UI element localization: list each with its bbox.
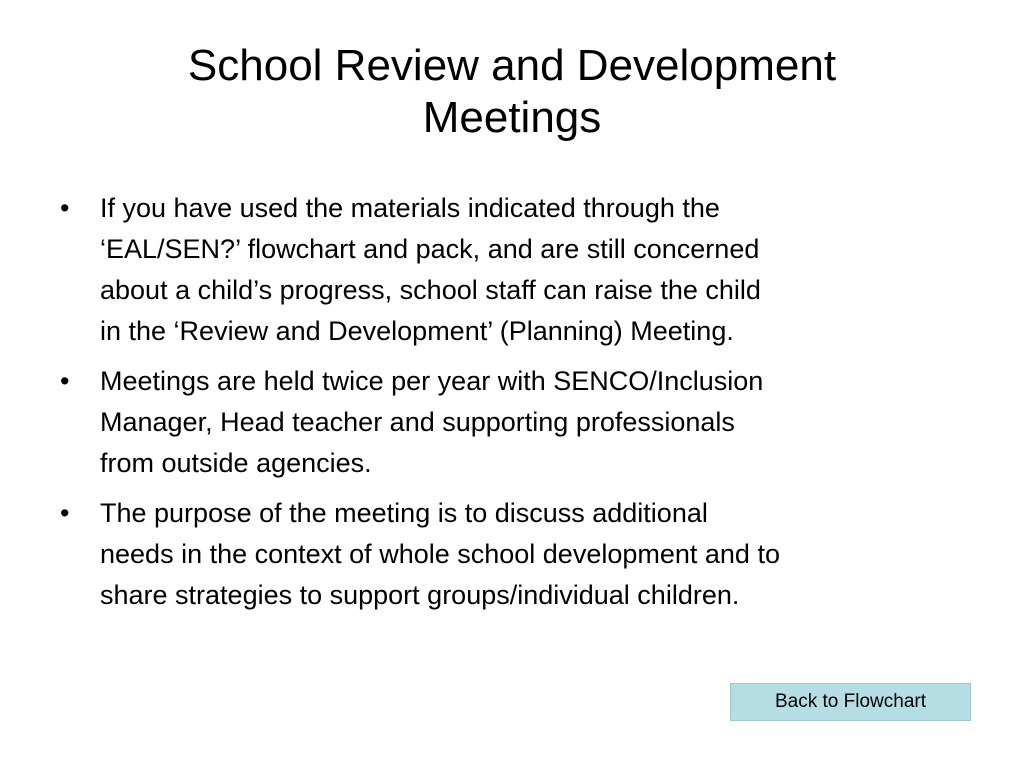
- slide-title-line: Meetings: [422, 93, 602, 142]
- bullet-line: ‘EAL/SEN?’ flowchart and pack, and are still concerned: [100, 234, 760, 264]
- bullet-text: [100, 493, 978, 616]
- bullet-item: [58, 361, 978, 484]
- slide-title-line: School Review and Development: [187, 41, 837, 90]
- bullet-dot: •: [60, 193, 70, 223]
- bullet-line: The purpose of the meeting is to discuss additional: [100, 498, 708, 528]
- bullet-item: [58, 188, 978, 352]
- back-to-flowchart-button[interactable]: Back to Flowchart: [730, 683, 971, 721]
- bullet-line: about a child’s progress, school staff can raise the child: [100, 275, 761, 305]
- bullet-line: from outside agencies.: [100, 448, 372, 478]
- bullet-line: Manager, Head teacher and supporting professionals: [100, 407, 735, 437]
- bullet-line: If you have used the materials indicated through the: [100, 193, 720, 223]
- slide-title: [60, 40, 964, 144]
- bullet-list: [58, 188, 978, 625]
- bullet-text: [100, 188, 978, 352]
- bullet-line: share strategies to support groups/individual children.: [100, 580, 740, 610]
- bullet-item: [58, 493, 978, 616]
- bullet-line: in the ‘Review and Development’ (Planning) Meeting.: [100, 316, 734, 346]
- bullet-dot: •: [60, 498, 70, 528]
- bullet-line: Meetings are held twice per year with SENCO/Inclusion: [100, 366, 764, 396]
- bullet-dot: •: [60, 366, 70, 396]
- bullet-text: [100, 361, 978, 484]
- bullet-line: needs in the context of whole school development and to: [100, 539, 780, 569]
